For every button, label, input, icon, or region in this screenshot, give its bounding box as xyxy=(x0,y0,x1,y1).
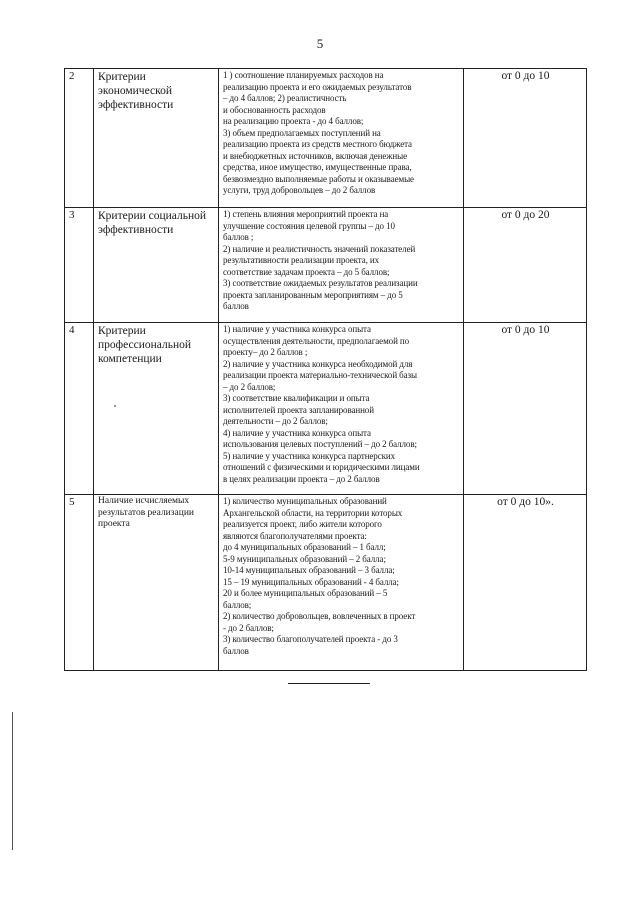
description-line: – до 4 баллов; 2) реалистичность xyxy=(223,93,347,103)
table-row xyxy=(65,69,587,208)
description-line: реализуется проект, либо жители которого xyxy=(223,519,382,529)
description-line: проекту– до 2 баллов ; xyxy=(223,347,308,357)
description-line: безвозмездно выполняемые работы и оказываемые xyxy=(223,173,414,184)
description-line: баллов; xyxy=(223,599,252,610)
criterion-name: Критерии экономической эффективности xyxy=(94,69,219,208)
description-line: осуществления деятельности, предполагаемой по xyxy=(223,335,410,346)
description-line: баллов xyxy=(223,645,249,656)
description-line: 3) соответствие квалификации и опыта xyxy=(223,393,370,403)
row-number: 4 xyxy=(65,323,94,495)
score-range: от 0 до 10». xyxy=(464,495,587,671)
description-line: 1 ) соотношение планируемых расходов на xyxy=(223,70,384,80)
description-line: реализацию проекта из средств местного бюджета xyxy=(223,139,412,149)
description-line: использования целевых поступлений – до 2 баллов; xyxy=(223,439,417,449)
description-line: 3) количество благополучателей проекта - до 3 xyxy=(223,634,398,644)
table-row xyxy=(65,208,587,323)
description-line: 4) наличие у участника конкурса опыта xyxy=(223,427,371,438)
page-number: 5 xyxy=(316,36,324,51)
description-line: улучшение состояния целевой группы – до 10 xyxy=(223,220,395,231)
row-number: 2 xyxy=(65,69,94,208)
description-line: деятельности – до 2 баллов; xyxy=(223,416,328,426)
description-line: 1) наличие у участника конкурса опыта xyxy=(223,324,371,334)
description-line: баллов xyxy=(223,301,249,311)
score-range: от 0 до 10 xyxy=(464,323,587,495)
description-line: исполнителей проекта запланированной xyxy=(223,404,374,415)
description-line: Архангельской области, на территории которых xyxy=(223,507,403,518)
description-line: до 4 муниципальных образований – 1 балл; xyxy=(223,542,386,552)
description-line: 20 и более муниципальных образований – 5 xyxy=(223,588,388,598)
description-line: 15 – 19 муниципальных образований - 4 балла; xyxy=(223,576,399,587)
criterion-description xyxy=(219,69,464,208)
description-line: и обоснованность расходов xyxy=(223,104,326,115)
score-range: от 0 до 20 xyxy=(464,208,587,323)
description-line: 10-14 муниципальных образований – 3 балла; xyxy=(223,565,395,575)
criterion-name: Наличие исчисляемых результатов реализации проекта xyxy=(94,495,219,671)
description-line: средства, иное имущество, имущественные права, xyxy=(223,162,412,172)
scan-margin-line xyxy=(12,712,13,850)
description-line: 5-9 муниципальных образований – 2 балла; xyxy=(223,553,386,564)
description-line: 3) объем предполагаемых поступлений на xyxy=(223,127,381,138)
criterion-description xyxy=(219,323,464,495)
criterion-name: Критерии социальной эффективности xyxy=(94,208,219,323)
description-line: 1) количество муниципальных образований xyxy=(223,496,387,506)
criteria-table xyxy=(64,68,587,671)
description-line: 2) наличие у участника конкурса необходимой для xyxy=(223,358,413,369)
description-line: являются благополучателями проекта: xyxy=(223,530,367,541)
description-line: и внебюджетных источников, включая денежные xyxy=(223,150,407,161)
description-line: 2) количество добровольцев, вовлеченных в проект xyxy=(223,611,416,621)
description-line: реализации проекта материально-технической базы xyxy=(223,370,417,380)
description-line: отношений с физическими и юридическими лицами xyxy=(223,462,420,472)
scan-speck xyxy=(114,405,116,407)
row-number: 3 xyxy=(65,208,94,323)
description-line: 3) соответствие ожидаемых результатов реализации xyxy=(223,278,418,288)
description-line: - до 2 баллов; xyxy=(223,622,274,633)
criterion-description xyxy=(219,208,464,323)
row-number: 5 xyxy=(65,495,94,671)
description-line: результативности реализации проекта, их xyxy=(223,255,380,265)
description-line: 2) наличие и реалистичность значений показателей xyxy=(223,243,416,254)
description-line: услуги, труд добровольцев – до 2 баллов xyxy=(223,185,376,195)
table-row xyxy=(65,495,587,671)
description-line: баллов ; xyxy=(223,232,254,242)
description-line: – до 2 баллов; xyxy=(223,381,276,392)
criterion-description xyxy=(219,495,464,671)
description-line: соответствие задачам проекта – до 5 баллов; xyxy=(223,266,390,277)
table-row xyxy=(65,323,587,495)
description-line: 5) наличие у участника конкурса партнерских xyxy=(223,450,395,461)
description-line: 1) степень влияния мероприятий проекта на xyxy=(223,209,389,219)
description-line: на реализацию проекта - до 4 баллов; xyxy=(223,116,364,126)
description-line: проекта запланированным мероприятиям – до 5 xyxy=(223,289,403,300)
score-range: от 0 до 10 xyxy=(464,69,587,208)
description-line: в целях реализации проекта – до 2 баллов xyxy=(223,473,380,484)
description-line: реализацию проекта и его ожидаемых результатов xyxy=(223,81,412,92)
criterion-name: Критерии профессиональной компетенции xyxy=(94,323,219,495)
separator-line xyxy=(288,683,370,684)
